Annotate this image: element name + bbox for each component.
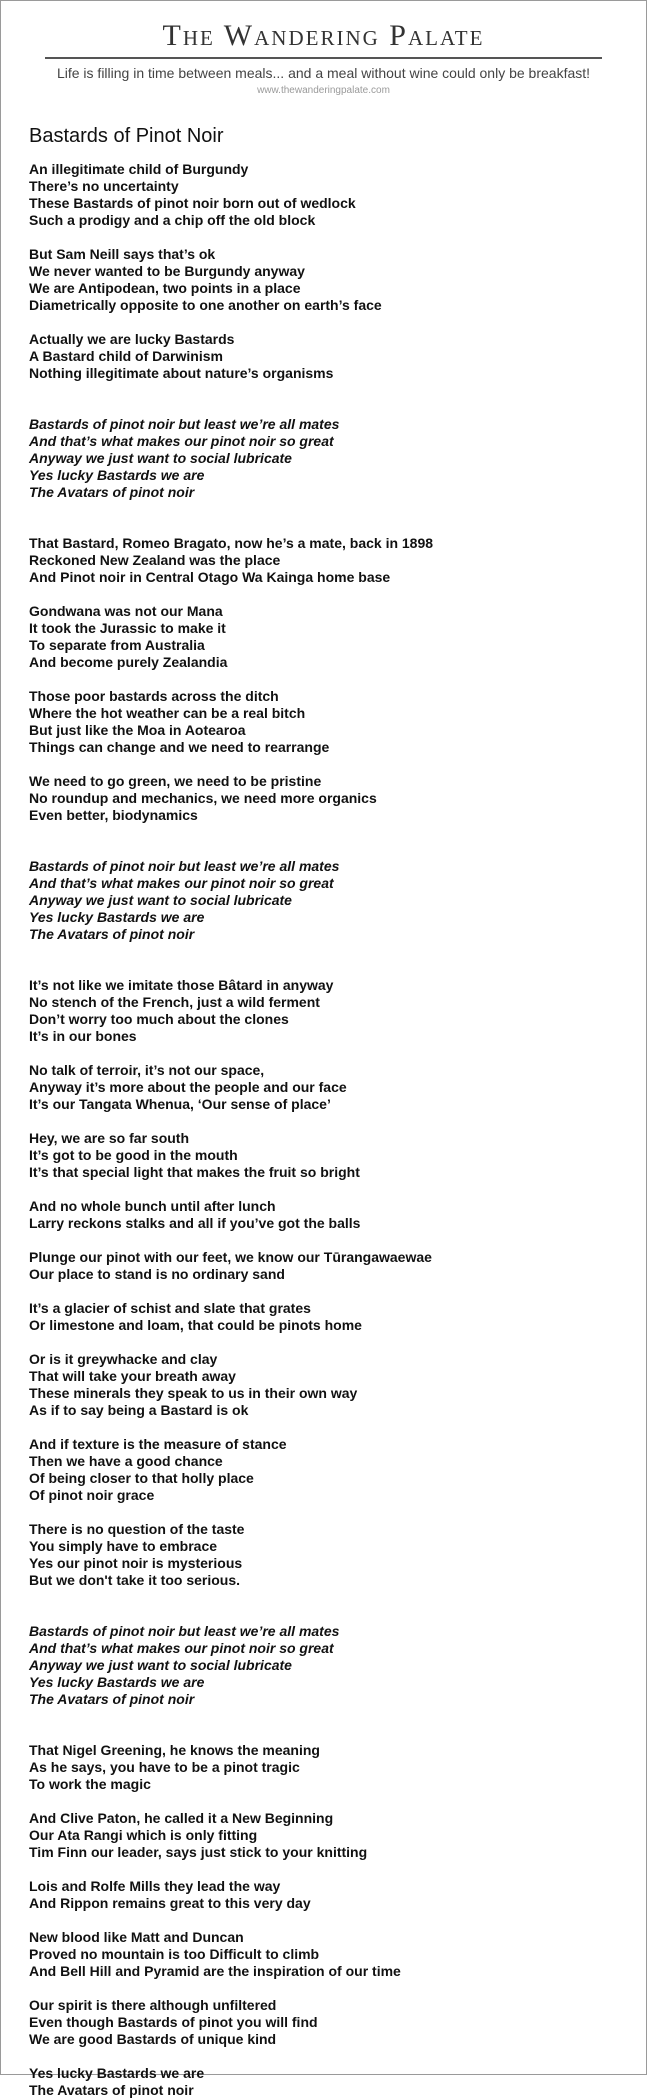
poem-line: Plunge our pinot with our feet, we know our Tūrangawaewae [29,1249,432,1265]
poem-line: We need to go green, we need to be pristine [29,773,322,789]
poem-line: Anyway we just want to social lubricate [29,892,292,908]
poem-line: That Nigel Greening, he knows the meaning [29,1742,320,1758]
poem-line: And Clive Paton, he called it a New Beginning [29,1810,334,1826]
stanza [29,246,618,314]
poem-line: Those poor bastards across the ditch [29,688,279,704]
poem-line: And that’s what makes our pinot noir so great [29,875,334,891]
poem-line: Or limestone and loam, that could be pinots home [29,1317,362,1333]
poem-line: It took the Jurassic to make it [29,620,226,636]
site-tagline: Life is filling in time between meals... and a meal without wine could only be breakfast! [56,65,591,81]
stanza [29,603,618,671]
stanza [29,331,618,382]
poem-line: The Avatars of pinot noir [29,2082,194,2098]
poem-line: To work the magic [29,1776,151,1792]
poem-line: Yes lucky Bastards we are [29,909,205,925]
poem-line: And Bell Hill and Pyramid are the inspiration of our time [29,1963,401,1979]
poem-line: And that’s what makes our pinot noir so great [29,1640,334,1656]
poem-line: Even better, biodynamics [29,807,198,823]
poem-line: An illegitimate child of Burgundy [29,161,249,177]
poem-line: No stench of the French, just a wild ferment [29,994,320,1010]
poem-line: Then we have a good chance [29,1453,223,1469]
title-divider [45,57,602,59]
chorus-stanza [29,858,618,943]
poem-line: To separate from Australia [29,637,205,653]
stanza [29,161,618,229]
poem-title: Bastards of Pinot Noir [29,125,224,147]
poem-line: It’s a glacier of schist and slate that grates [29,1300,311,1316]
poem-line: Our Ata Rangi which is only fitting [29,1827,258,1843]
poem-line: Proved no mountain is too Difficult to climb [29,1946,320,1962]
poem-line: Our place to stand is no ordinary sand [29,1266,285,1282]
poem-line: The Avatars of pinot noir [29,926,195,942]
poem-line: We never wanted to be Burgundy anyway [29,263,305,279]
stanza [29,1810,618,1861]
stanza [29,535,618,586]
stanza [29,1300,618,1334]
poem-line: But Sam Neill says that’s ok [29,246,216,262]
stanza [29,1436,618,1504]
site-title[interactable]: The Wandering Palate [162,19,485,52]
poem-line: We are Antipodean, two points in a place [29,280,301,296]
poem-line: You simply have to embrace [29,1538,218,1554]
poem-line: And Rippon remains great to this very day [29,1895,311,1911]
poem-line: Things can change and we need to rearrange [29,739,330,755]
poem-line: Don’t worry too much about the clones [29,1011,289,1027]
poem-line: Of pinot noir grace [29,1487,155,1503]
poem-line: It’s in our bones [29,1028,137,1044]
poem-line: And no whole bunch until after lunch [29,1198,276,1214]
poem-line: That Bastard, Romeo Bragato, now he’s a mate, back in 1898 [29,535,434,551]
poem-line: Anyway it’s more about the people and our face [29,1079,347,1095]
poem-line: No roundup and mechanics, we need more organics [29,790,377,806]
stanza [29,1130,618,1181]
poem-line: That will take your breath away [29,1368,236,1384]
poem-line: Actually we are lucky Bastards [29,331,235,347]
poem-line: Yes lucky Bastards we are [29,1674,205,1690]
stanza [29,1249,618,1283]
poem-line: As he says, you have to be a pinot tragic [29,1759,300,1775]
poem-line: Such a prodigy and a chip off the old block [29,212,316,228]
poem-line: And Pinot noir in Central Otago Wa Kainga home base [29,569,391,585]
stanza [29,1878,618,1912]
stanza [29,1351,618,1419]
poem-line: Where the hot weather can be a real bitch [29,705,306,721]
poem-line: Anyway we just want to social lubricate [29,1657,292,1673]
poem-line: But just like the Moa in Aotearoa [29,722,246,738]
poem-line: Yes our pinot noir is mysterious [29,1555,243,1571]
poem-line: The Avatars of pinot noir [29,1691,195,1707]
stanza [29,1521,618,1589]
poem-line: Gondwana was not our Mana [29,603,223,619]
poem-line: The Avatars of pinot noir [29,484,195,500]
poem-line: Or is it greywhacke and clay [29,1351,218,1367]
poem-line: There is no question of the taste [29,1521,245,1537]
poem-line: Bastards of pinot noir but least we’re all mates [29,858,340,874]
poem-line: And that’s what makes our pinot noir so great [29,433,334,449]
stanza [29,773,618,824]
poem-line: And if texture is the measure of stance [29,1436,287,1452]
poem-line: Lois and Rolfe Mills they lead the way [29,1878,281,1894]
stanza [29,1997,618,2048]
poem-line: Reckoned New Zealand was the place [29,552,281,568]
poem-line: It’s our Tangata Whenua, ‘Our sense of place’ [29,1096,331,1112]
stanza [29,2065,618,2099]
poem-line: New blood like Matt and Duncan [29,1929,244,1945]
poem-line: But we don't take it too serious. [29,1572,241,1588]
poem-line: Nothing illegitimate about nature’s organisms [29,365,334,381]
poem-body [29,161,618,2099]
stanza [29,977,618,1045]
poem-line: Yes lucky Bastards we are [29,2065,205,2081]
poem-line: These minerals they speak to us in their own way [29,1385,358,1401]
poem-line: And become purely Zealandia [29,654,228,670]
masthead [1,1,646,97]
poem-content [1,123,646,2099]
poem-line: Diametrically opposite to one another on earth’s face [29,297,382,313]
poem-line: Even though Bastards of pinot you will find [29,2014,318,2030]
poem-line: There’s no uncertainty [29,178,179,194]
poem-line: Of being closer to that holly place [29,1470,254,1486]
stanza [29,1062,618,1113]
chorus-stanza [29,1623,618,1708]
poem-line: Yes lucky Bastards we are [29,467,205,483]
poem-line: Larry reckons stalks and all if you’ve got the balls [29,1215,361,1231]
stanza [29,688,618,756]
poem-line: As if to say being a Bastard is ok [29,1402,249,1418]
poem-line: Anyway we just want to social lubricate [29,450,292,466]
poem-line: Our spirit is there although unfiltered [29,1997,277,2013]
poem-line: No talk of terroir, it’s not our space, [29,1062,265,1078]
poem-line: A Bastard child of Darwinism [29,348,223,364]
site-url[interactable]: www.thewanderingpalate.com [257,85,390,96]
poem-line: It’s got to be good in the mouth [29,1147,238,1163]
poem-line: Bastards of pinot noir but least we’re all mates [29,416,340,432]
chorus-stanza [29,416,618,501]
poem-line: Hey, we are so far south [29,1130,190,1146]
stanza [29,1929,618,1980]
poem-line: Tim Finn our leader, says just stick to your knitting [29,1844,368,1860]
poem-line: It’s not like we imitate those Bâtard in anyway [29,977,334,993]
poem-line: We are good Bastards of unique kind [29,2031,277,2047]
stanza [29,1198,618,1232]
poem-line: It’s that special light that makes the fruit so bright [29,1164,360,1180]
poem-line: These Bastards of pinot noir born out of wedlock [29,195,356,211]
stanza [29,1742,618,1793]
poem-line: Bastards of pinot noir but least we’re all mates [29,1623,340,1639]
